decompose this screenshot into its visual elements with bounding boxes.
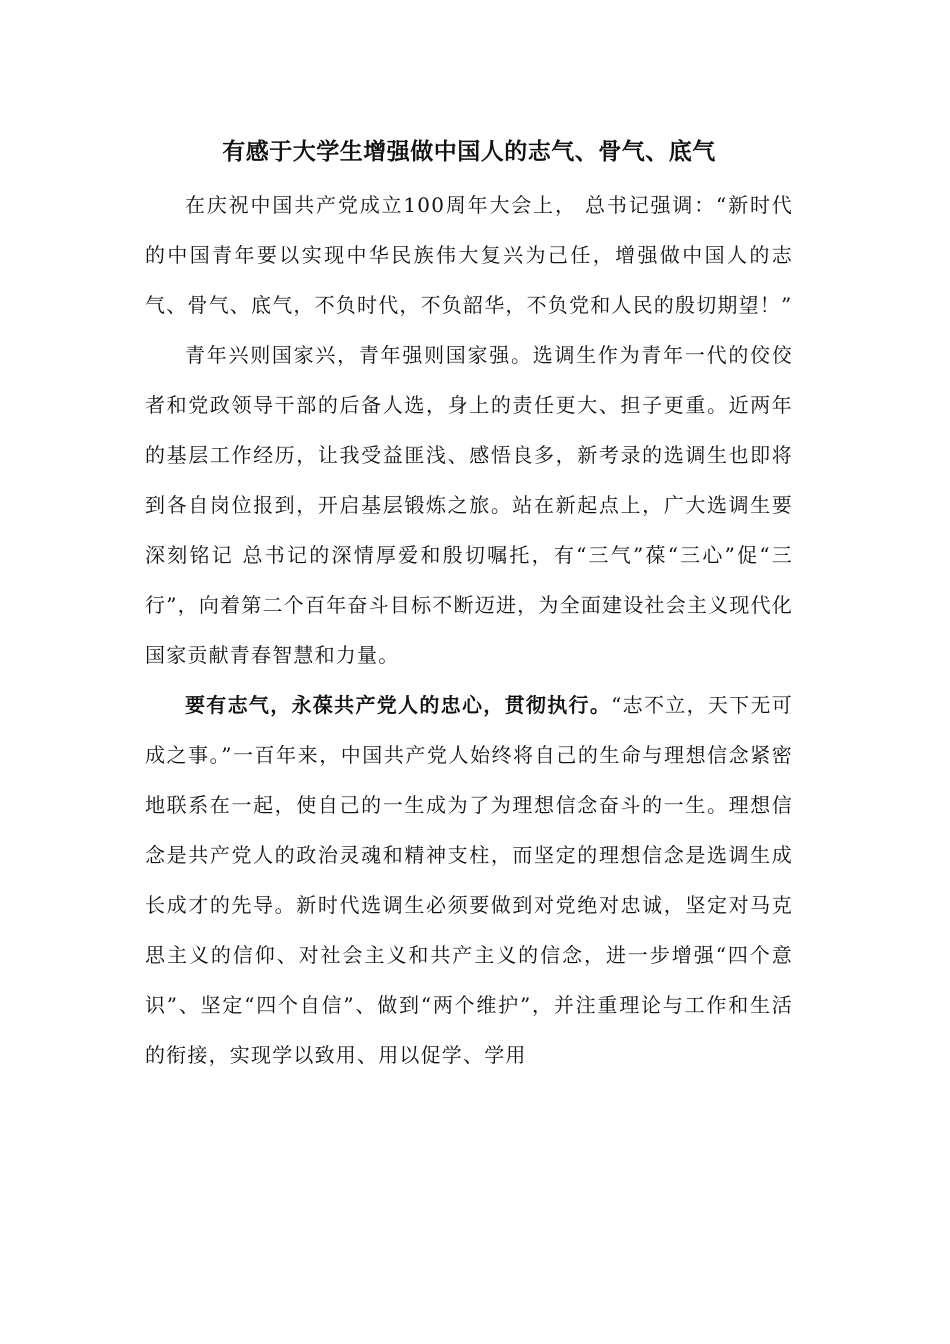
document-body [145,130,793,1080]
paragraph-2 [145,330,793,680]
paragraph-3 [145,680,793,1080]
paragraph-lead: 要有志气，永葆共产党人的忠心，贯彻执行。 [185,693,612,717]
document-title: 有感于大学生增强做中国人的志气、骨气、底气 [222,138,716,165]
paragraph-text: 青年兴则国家兴，青年强则国家强。选调生作为青年一代的佼佼者和党政领导干部的后备人选，身上的责任更大、担子更重。近两年的基层工作经历，让我受益匪浅、感悟良多，新考录的选调生也即将到各自岗位报到，开启基层锻炼之旅。站在新起点上，广大选调生要深刻铭记 总书记的深情厚爱和殷切嘱托，有“三气”葆“三心”促“三行”，向着第二个百年奋斗目标不断迈进，为全面建设社会主义现代化国家贡献青春智慧和力量。 [145,343,793,667]
paragraph-text: 在庆祝中国共产党成立100周年大会上， 总书记强调：“新时代的中国青年要以实现中华民族伟大复兴为己任，增强做中国人的志气、骨气、底气，不负时代，不负韶华，不负党和人民的殷切期望！” [145,193,793,317]
paragraph-1 [145,180,793,330]
paragraph-text: “志不立，天下无可成之事。”一百年来，中国共产党人始终将自己的生命与理想信念紧密地联系在一起，使自己的一生成为了为理想信念奋斗的一生。理想信念是共产党人的政治灵魂和精神支柱，而坚定的理想信念是选调生成长成才的先导。新时代选调生必须要做到对党绝对忠诚，坚定对马克思主义的信仰、对社会主义和共产主义的信念，进一步增强“四个意识”、坚定“四个自信”、做到“两个维护”，并注重理论与工作和生活的衔接，实现学以致用、用以促学、学用 [145,693,793,1067]
